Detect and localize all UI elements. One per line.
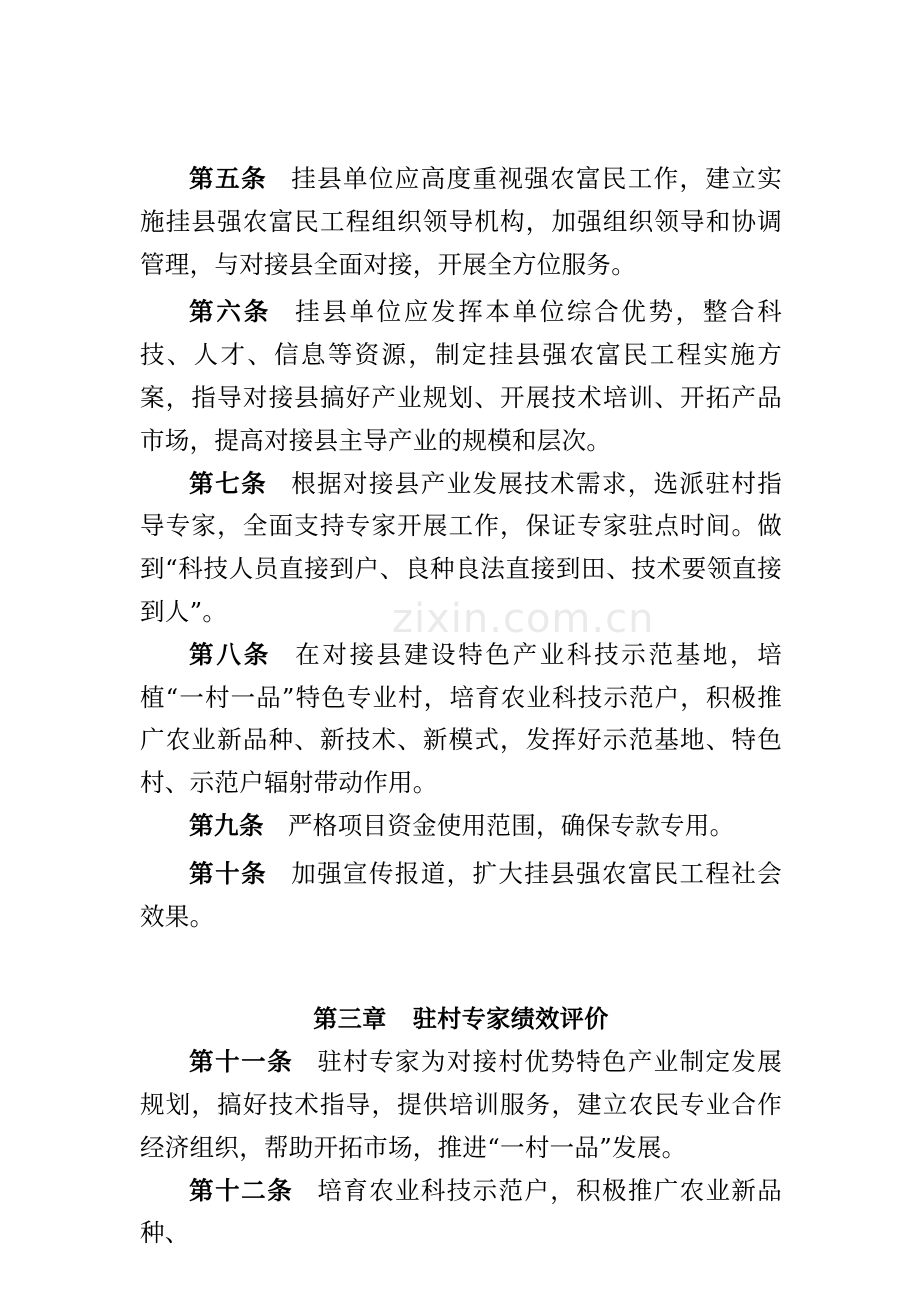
article-text: 培育农业科技示范户，积极推广农业新品种、 [140, 1175, 783, 1248]
document-body [140, 158, 782, 1255]
article-label: 第七条 [189, 468, 268, 498]
article-label: 第十二条 [189, 1175, 294, 1205]
article-9 [140, 805, 782, 848]
article-label: 第八条 [189, 639, 272, 669]
chapter-title: 驻村专家绩效评价 [412, 1005, 609, 1034]
article-label: 第九条 [189, 810, 264, 840]
article-text: 严格项目资金使用范围，确保专款专用。 [288, 810, 735, 840]
article-10 [140, 853, 782, 939]
article-text: 根据对接县产业发展技术需求，选派驻村指导专家，全面支持专家开展工作，保证专家驻点时间。做到“科技人员直接到户、良种良法直接到田、技术要领直接到人”。 [140, 468, 783, 626]
article-text: 挂县单位应高度重视强农富民工作，建立实施挂县强农富民工程组织领导机构，加强组织领导和协调管理，与对接县全面对接，开展全方位服务。 [140, 164, 783, 279]
article-text: 驻村专家为对接村优势特色产业制定发展规划，搞好技术指导，提供培训服务，建立农民专业合作经济组织，帮助开拓市场，推进“一村一品”发展。 [140, 1047, 783, 1162]
article-5 [140, 158, 782, 286]
article-label: 第六条 [189, 297, 272, 327]
chapter-number: 第三章 [313, 1005, 387, 1034]
article-label: 第五条 [189, 164, 268, 193]
article-12 [140, 1170, 782, 1256]
article-8 [140, 634, 782, 805]
article-text: 加强宣传报道，扩大挂县强农富民工程社会效果。 [140, 858, 783, 931]
article-text: 在对接县建设特色产业科技示范基地，培植“一村一品”特色专业村，培育农业科技示范户，积极推广农业新品种、新技术、新模式，发挥好示范基地、特色村、示范户辐射带动作用。 [140, 639, 782, 798]
article-6 [140, 291, 782, 462]
article-7 [140, 463, 782, 634]
article-text: 挂县单位应发挥本单位综合优势，整合科技、人才、信息等资源，制定挂县强农富民工程实施方案，指导对接县搞好产业规划、开展技术培训、开拓产品市场，提高对接县主导产业的规模和层次。 [140, 297, 782, 455]
watermark: zixin.com.cn [392, 596, 655, 642]
article-label: 第十条 [189, 858, 268, 888]
article-label: 第十一条 [189, 1047, 294, 1077]
chapter-heading [140, 998, 782, 1041]
article-11 [140, 1041, 782, 1169]
